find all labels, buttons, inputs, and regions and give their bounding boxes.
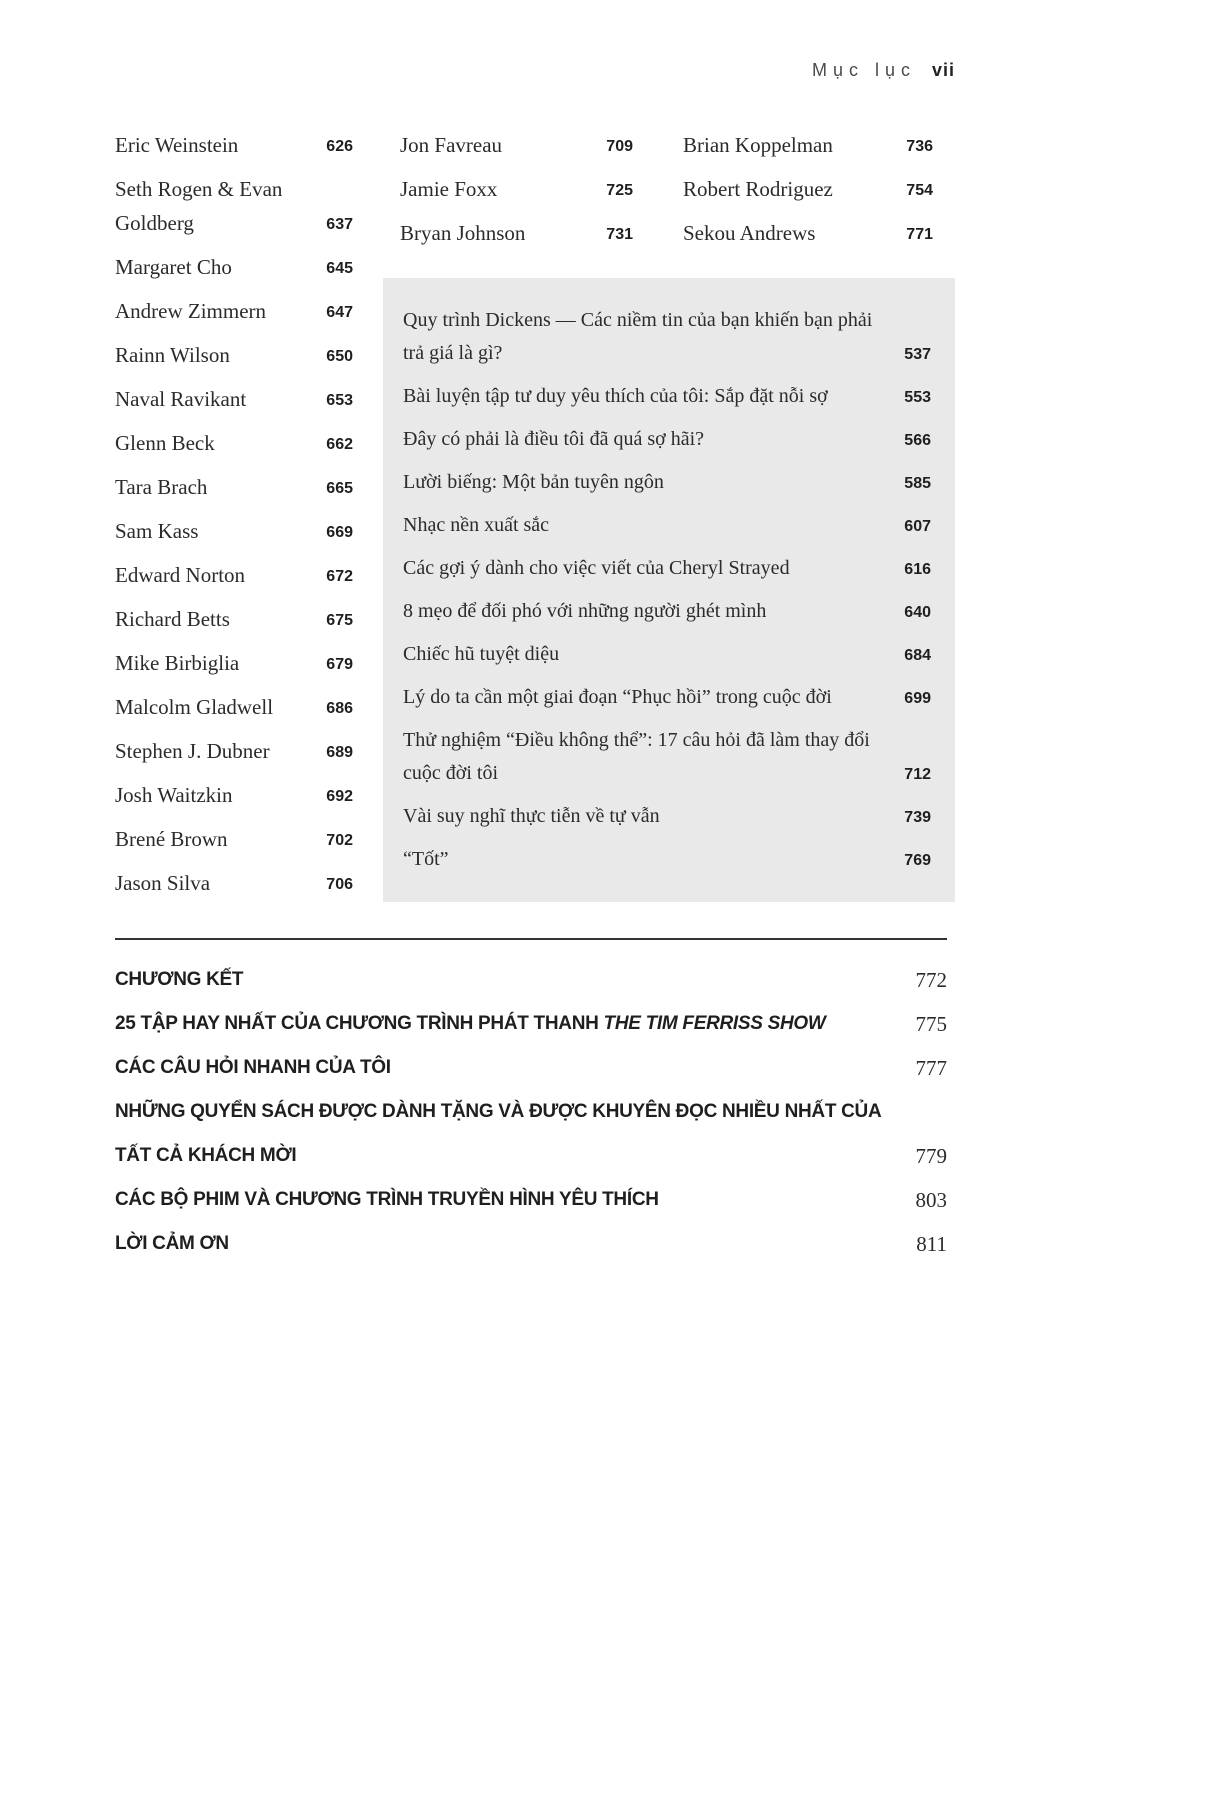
back-matter-title-text: CÁC BỘ PHIM VÀ CHƯƠNG TRÌNH TRUYỀN HÌNH YÊU THÍCH bbox=[115, 1189, 659, 1210]
guest-name: Andrew Zimmern bbox=[115, 299, 267, 323]
back-matter-title bbox=[115, 1002, 904, 1046]
guest-page-number: 679 bbox=[326, 656, 353, 673]
guest-page-number: 706 bbox=[326, 876, 353, 893]
back-matter-title-text: CÁC CÂU HỎI NHANH CỦA TÔI bbox=[115, 1057, 391, 1078]
essay-entry bbox=[403, 380, 931, 413]
essay-entry bbox=[403, 724, 931, 790]
back-matter-page-number: 772 bbox=[915, 968, 947, 992]
guest-name: Mike Birbiglia bbox=[115, 651, 240, 675]
guest-entry bbox=[115, 338, 353, 372]
guest-page-number: 647 bbox=[326, 304, 353, 321]
essay-page-number: 769 bbox=[904, 852, 931, 869]
essay-title: Vài suy nghĩ thực tiễn về tự vẫn bbox=[403, 805, 660, 827]
guest-name: Josh Waitzkin bbox=[115, 783, 233, 807]
guest-name: Seth Rogen & Evan Goldberg bbox=[115, 177, 283, 235]
back-matter-title bbox=[115, 1178, 904, 1222]
essay-page-number: 537 bbox=[904, 346, 931, 363]
guest-entry bbox=[115, 822, 353, 856]
back-matter-entry bbox=[115, 1046, 947, 1090]
essay-title: Các gợi ý dành cho việc viết của Cheryl Strayed bbox=[403, 557, 790, 579]
guest-name: Stephen J. Dubner bbox=[115, 739, 270, 763]
back-matter-entry bbox=[115, 1090, 947, 1178]
guest-page-number: 665 bbox=[326, 480, 353, 497]
guest-entry bbox=[115, 778, 353, 812]
guest-column-left bbox=[115, 128, 353, 910]
essay-page-number: 607 bbox=[904, 518, 931, 535]
guest-page-number: 725 bbox=[606, 182, 633, 199]
back-matter-entry bbox=[115, 1222, 947, 1266]
essay-entry bbox=[403, 423, 931, 456]
essay-title: 8 mẹo để đối phó với những người ghét mình bbox=[403, 600, 767, 622]
guest-entry bbox=[115, 426, 353, 460]
back-matter-title bbox=[115, 958, 904, 1002]
guest-entry bbox=[683, 216, 933, 250]
guest-column-right bbox=[683, 128, 933, 260]
essay-title: “Tốt” bbox=[403, 848, 449, 870]
guest-page-number: 709 bbox=[606, 138, 633, 155]
guest-entry bbox=[115, 602, 353, 636]
essay-entry bbox=[403, 800, 931, 833]
essay-page-number: 566 bbox=[904, 432, 931, 449]
back-matter-page-number: 803 bbox=[915, 1188, 947, 1212]
guest-page-number: 653 bbox=[326, 392, 353, 409]
section-divider bbox=[115, 938, 947, 940]
essay-entry bbox=[403, 843, 931, 876]
essay-page-number: 616 bbox=[904, 561, 931, 578]
guest-name: Margaret Cho bbox=[115, 255, 232, 279]
page-header bbox=[115, 60, 955, 81]
back-matter-page-number: 777 bbox=[915, 1056, 947, 1080]
guest-name: Richard Betts bbox=[115, 607, 230, 631]
back-matter-section bbox=[115, 958, 947, 1266]
essay-title: Quy trình Dickens — Các niềm tin của bạn khiến bạn phải trả giá là gì? bbox=[403, 309, 873, 364]
guest-entry bbox=[400, 172, 633, 206]
essay-title: Chiếc hũ tuyệt diệu bbox=[403, 643, 560, 665]
guest-page-number: 669 bbox=[326, 524, 353, 541]
back-matter-title-text: NHỮNG QUYỂN SÁCH ĐƯỢC DÀNH TẶNG VÀ ĐƯỢC KHUYÊN ĐỌC NHIỀU NHẤT CỦA TẤT CẢ KHÁCH MỜI bbox=[115, 1101, 881, 1166]
guest-entry bbox=[683, 128, 933, 162]
essay-title: Thử nghiệm “Điều không thể”: 17 câu hỏi đã làm thay đổi cuộc đời tôi bbox=[403, 729, 870, 784]
guest-name: Tara Brach bbox=[115, 475, 208, 499]
guest-entry bbox=[115, 172, 353, 240]
back-matter-entry bbox=[115, 958, 947, 1002]
header-page-number: vii bbox=[931, 60, 955, 80]
essay-page-number: 739 bbox=[904, 809, 931, 826]
guest-page-number: 689 bbox=[326, 744, 353, 761]
back-matter-entry bbox=[115, 1178, 947, 1222]
guest-name: Sekou Andrews bbox=[683, 221, 816, 245]
guest-entry bbox=[115, 294, 353, 328]
guest-name: Jamie Foxx bbox=[400, 177, 498, 201]
guest-page-number: 650 bbox=[326, 348, 353, 365]
guest-name: Bryan Johnson bbox=[400, 221, 526, 245]
essay-entry bbox=[403, 638, 931, 671]
guest-entry bbox=[115, 690, 353, 724]
back-matter-page-number: 779 bbox=[915, 1144, 947, 1168]
guest-entry bbox=[115, 734, 353, 768]
essay-entry bbox=[403, 304, 931, 370]
guest-entry bbox=[115, 470, 353, 504]
essay-page-number: 712 bbox=[904, 766, 931, 783]
back-matter-title-italic: THE TIM FERRISS SHOW bbox=[603, 1013, 826, 1034]
back-matter-title-text: CHƯƠNG KẾT bbox=[115, 969, 244, 990]
back-matter-title bbox=[115, 1090, 904, 1178]
guest-column-middle bbox=[400, 128, 633, 260]
essay-title: Lý do ta cần một giai đoạn “Phục hồi” trong cuộc đời bbox=[403, 686, 832, 708]
essay-title: Lười biếng: Một bản tuyên ngôn bbox=[403, 471, 664, 493]
guest-name: Jon Favreau bbox=[400, 133, 503, 157]
guest-entry bbox=[115, 866, 353, 900]
essay-entry bbox=[403, 509, 931, 542]
guest-entry bbox=[400, 128, 633, 162]
essay-title: Đây có phải là điều tôi đã quá sợ hãi? bbox=[403, 428, 705, 450]
guest-entry bbox=[400, 216, 633, 250]
essay-entry bbox=[403, 552, 931, 585]
back-matter-title bbox=[115, 1046, 904, 1090]
guest-page-number: 731 bbox=[606, 226, 633, 243]
guest-entry bbox=[115, 128, 353, 162]
guest-name: Brené Brown bbox=[115, 827, 228, 851]
guest-page-number: 662 bbox=[326, 436, 353, 453]
guest-entry bbox=[115, 250, 353, 284]
guest-name: Malcolm Gladwell bbox=[115, 695, 274, 719]
guest-name: Sam Kass bbox=[115, 519, 199, 543]
guest-name: Naval Ravikant bbox=[115, 387, 247, 411]
guest-page-number: 754 bbox=[906, 182, 933, 199]
guest-name: Jason Silva bbox=[115, 871, 211, 895]
guest-page-number: 771 bbox=[906, 226, 933, 243]
guest-page-number: 686 bbox=[326, 700, 353, 717]
back-matter-page-number: 775 bbox=[915, 1012, 947, 1036]
essay-title: Nhạc nền xuất sắc bbox=[403, 514, 550, 536]
back-matter-page-number: 811 bbox=[916, 1232, 947, 1256]
guest-page-number: 692 bbox=[326, 788, 353, 805]
back-matter-title-text: 25 TẬP HAY NHẤT CỦA CHƯƠNG TRÌNH PHÁT THANH bbox=[115, 1013, 604, 1034]
guest-name: Rainn Wilson bbox=[115, 343, 230, 367]
guest-name: Robert Rodriguez bbox=[683, 177, 833, 201]
essay-box bbox=[383, 278, 955, 902]
essay-page-number: 684 bbox=[904, 647, 931, 664]
essay-page-number: 585 bbox=[904, 475, 931, 492]
essay-entry bbox=[403, 681, 931, 714]
guest-page-number: 645 bbox=[326, 260, 353, 277]
guest-page-number: 675 bbox=[326, 612, 353, 629]
guest-entry bbox=[115, 558, 353, 592]
guest-name: Edward Norton bbox=[115, 563, 246, 587]
essay-entry bbox=[403, 466, 931, 499]
guest-entry bbox=[115, 382, 353, 416]
guest-name: Eric Weinstein bbox=[115, 133, 239, 157]
guest-page-number: 637 bbox=[326, 216, 353, 233]
essay-title: Bài luyện tập tư duy yêu thích của tôi: Sắp đặt nỗi sợ bbox=[403, 385, 828, 407]
guest-entry bbox=[115, 514, 353, 548]
back-matter-title-text: LỜI CẢM ƠN bbox=[115, 1233, 229, 1254]
guest-name: Glenn Beck bbox=[115, 431, 215, 455]
essay-page-number: 640 bbox=[904, 604, 931, 621]
guest-page-number: 702 bbox=[326, 832, 353, 849]
essay-page-number: 553 bbox=[904, 389, 931, 406]
essay-page-number: 699 bbox=[904, 690, 931, 707]
back-matter-title bbox=[115, 1222, 904, 1266]
guest-entry bbox=[115, 646, 353, 680]
guest-page-number: 736 bbox=[906, 138, 933, 155]
header-title: Mục lục bbox=[811, 60, 916, 80]
guest-page-number: 626 bbox=[326, 138, 353, 155]
guest-name: Brian Koppelman bbox=[683, 133, 833, 157]
back-matter-entry bbox=[115, 1002, 947, 1046]
essay-entry bbox=[403, 595, 931, 628]
guest-entry bbox=[683, 172, 933, 206]
guest-page-number: 672 bbox=[326, 568, 353, 585]
